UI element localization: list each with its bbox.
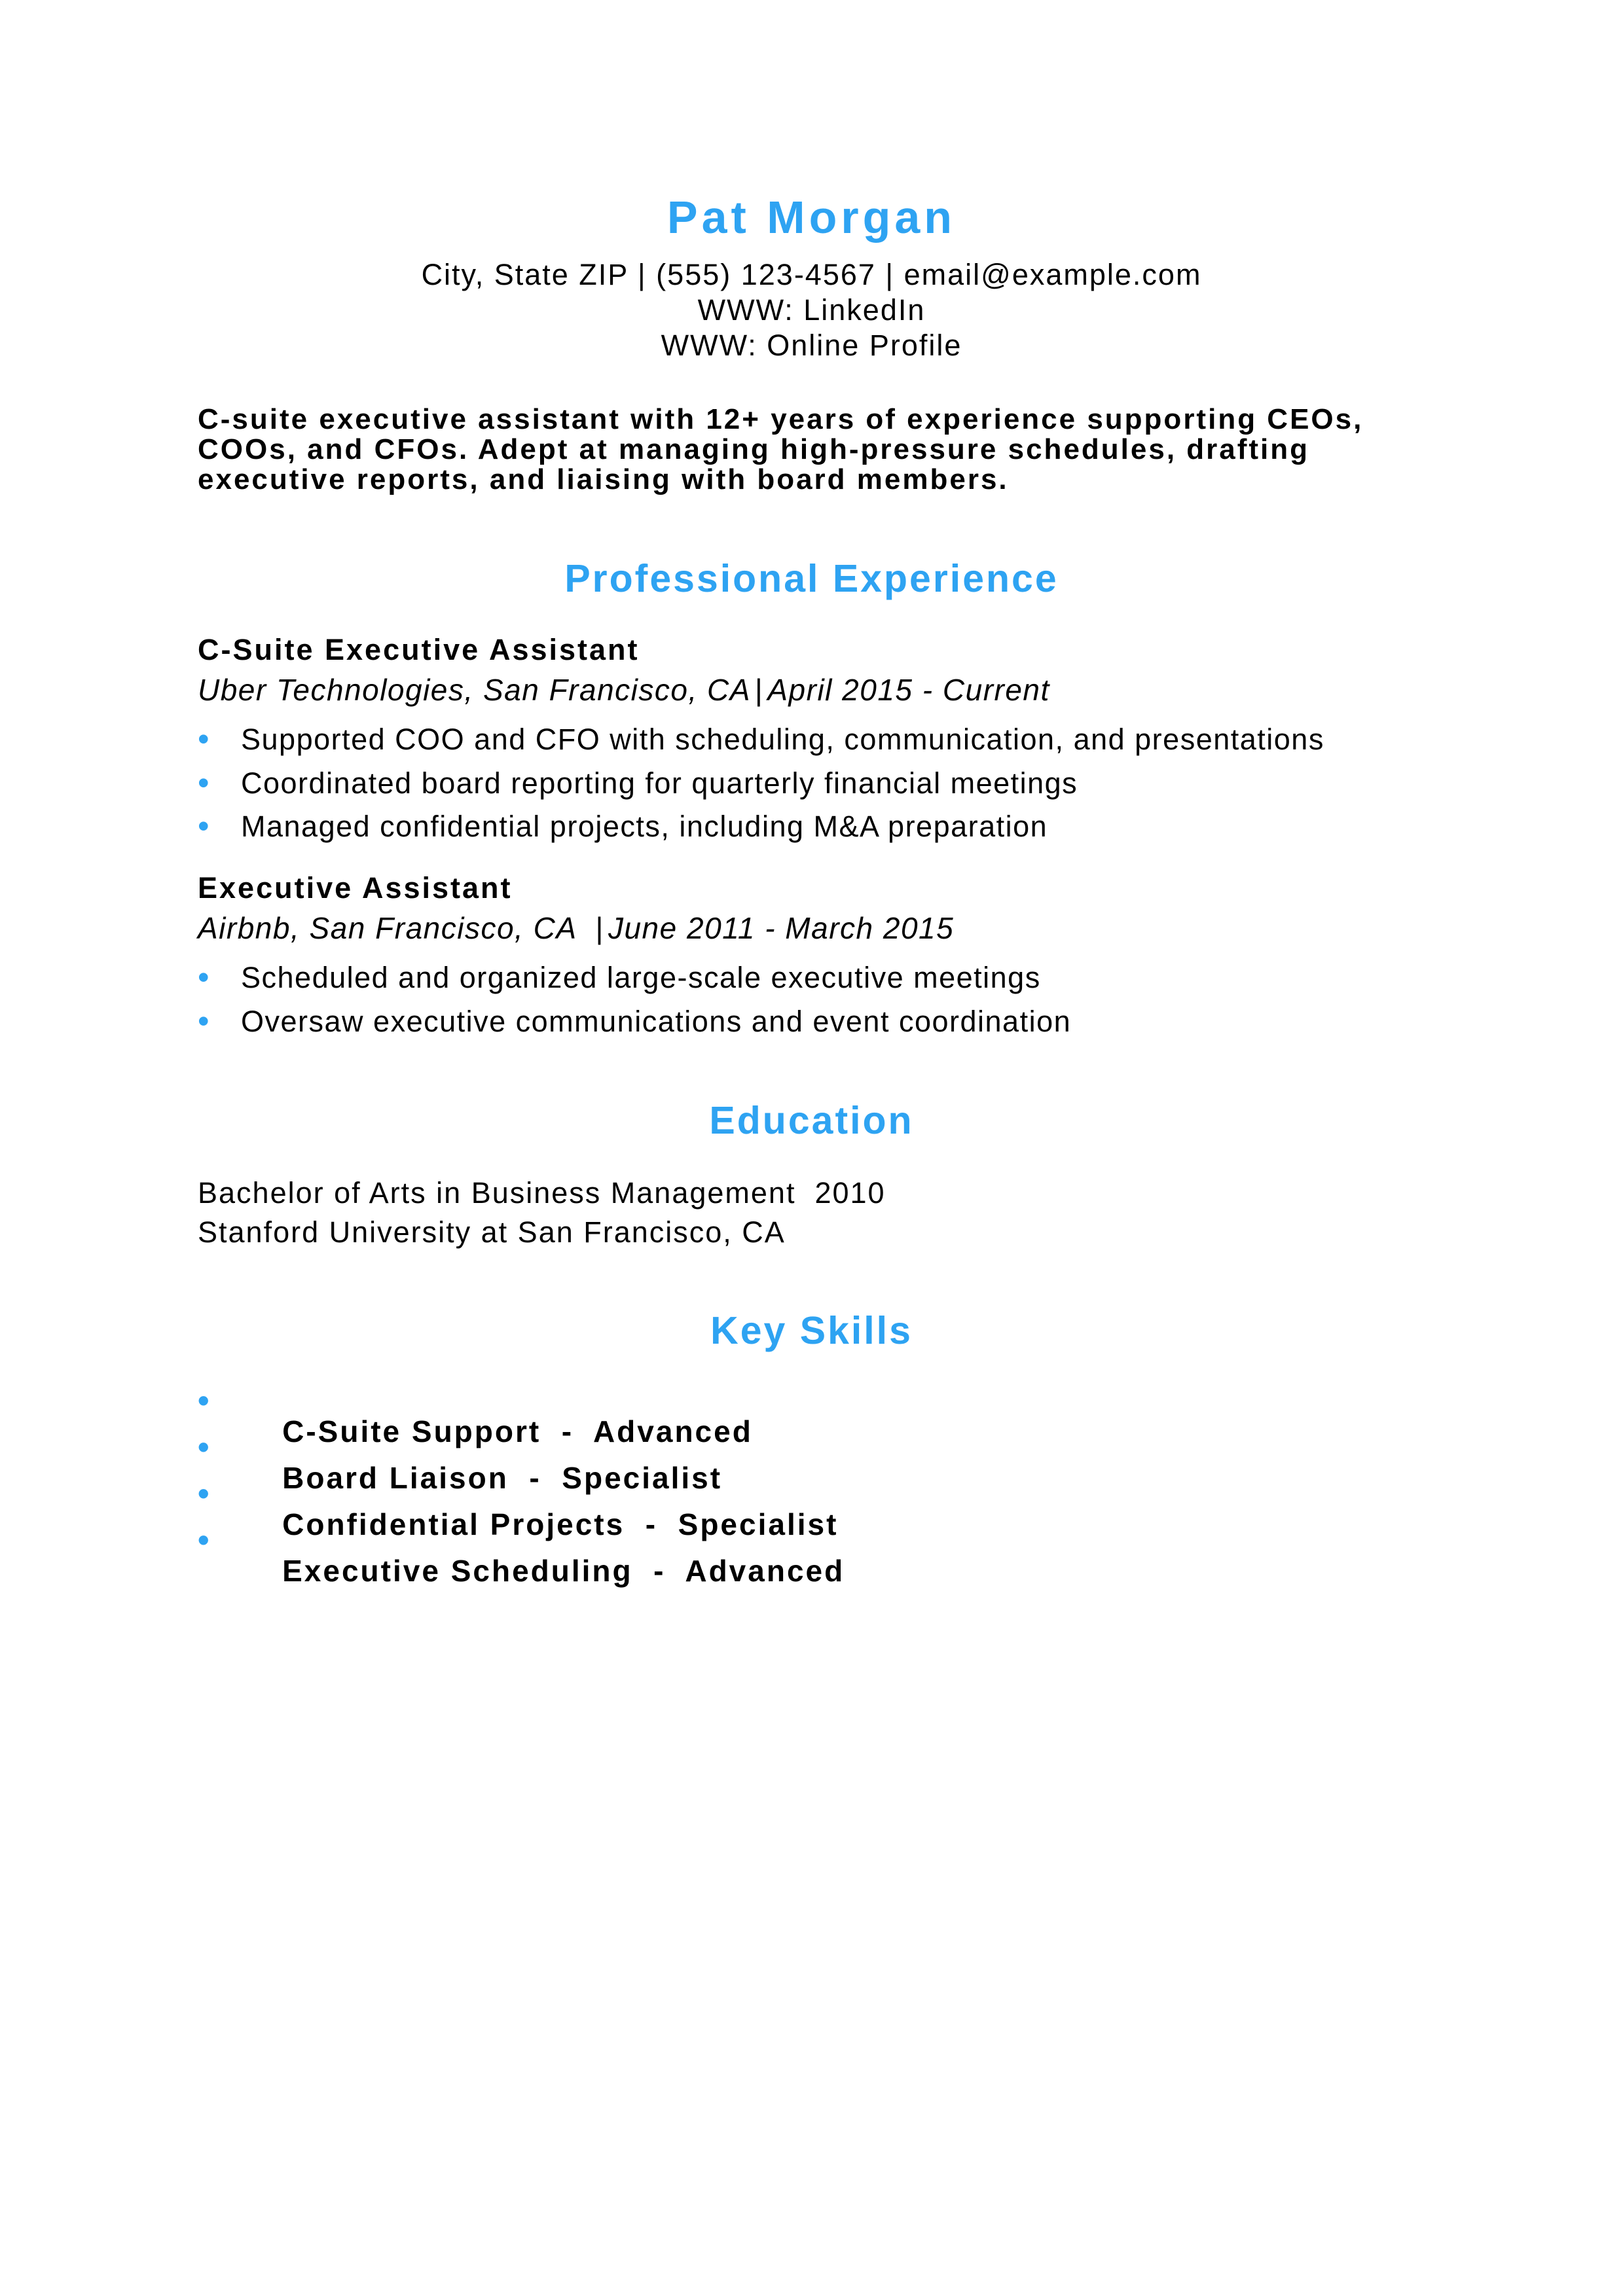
- job-title: Executive Assistant: [198, 871, 513, 905]
- job-meta: [198, 913, 954, 943]
- linkedin-link[interactable]: WWW: LinkedIn: [697, 293, 926, 327]
- bullet-icon: •: [198, 1475, 211, 1512]
- bullet-icon: •: [198, 959, 211, 996]
- education-year: 2010: [814, 1176, 886, 1210]
- education-degree-line: [198, 1178, 886, 1208]
- bullet-text: Oversaw executive communications and event coordination: [241, 1005, 1072, 1038]
- bullet-icon: •: [198, 764, 211, 801]
- list-item: [198, 764, 1078, 801]
- bullet-icon: •: [198, 721, 211, 757]
- skill-separator: -: [561, 1414, 574, 1448]
- job-company: Uber Technologies, San Francisco, CA: [198, 673, 751, 707]
- summary-paragraph: C-suite executive assistant with 12+ years of experience supporting CEOs, COOs, and CFOs. Adept at managing high-pressure schedules, drafting executive reports, and liaising with board members.: [198, 403, 1364, 495]
- job-dates: June 2011 - March 2015: [608, 911, 955, 945]
- list-item: [198, 959, 1041, 996]
- education-degree: Bachelor of Arts in Business Management: [198, 1176, 796, 1210]
- candidate-name: Pat Morgan: [666, 192, 957, 243]
- bullet-icon: •: [198, 1522, 211, 1558]
- skill-separator: -: [653, 1554, 666, 1588]
- skill-separator: -: [645, 1507, 658, 1541]
- skill-level: Advanced: [593, 1414, 753, 1448]
- bullet-icon: •: [198, 1429, 211, 1465]
- education-heading: Education: [709, 1099, 914, 1142]
- job-meta: [198, 675, 1050, 705]
- skill-separator: -: [529, 1461, 541, 1495]
- education-school: Stanford University at San Francisco, CA: [198, 1215, 786, 1249]
- contact-line: City, State ZIP | (555) 123-4567 | email@example.com: [421, 258, 1202, 291]
- job-title: C-Suite Executive Assistant: [198, 633, 640, 666]
- skill-level: Specialist: [562, 1461, 723, 1495]
- job-dates: April 2015 - Current: [767, 673, 1050, 707]
- skill-level: Advanced: [685, 1554, 845, 1588]
- bullet-text: Supported COO and CFO with scheduling, communication, and presentations: [241, 723, 1324, 756]
- bullet-icon: •: [198, 1382, 211, 1419]
- skill-level: Specialist: [678, 1507, 839, 1541]
- online-profile-link[interactable]: WWW: Online Profile: [661, 329, 962, 362]
- list-item: [198, 1003, 1072, 1039]
- job-company: Airbnb, San Francisco, CA: [198, 911, 577, 945]
- skill-name: C-Suite Support: [282, 1414, 541, 1448]
- job-meta-separator: |: [595, 911, 604, 945]
- skills-heading: Key Skills: [710, 1309, 913, 1352]
- bullet-icon: •: [198, 808, 211, 844]
- bullet-text: Coordinated board reporting for quarterly financial meetings: [241, 766, 1078, 800]
- skill-name: Executive Scheduling: [282, 1554, 633, 1588]
- bullet-icon: •: [198, 1003, 211, 1039]
- bullet-text: Scheduled and organized large-scale executive meetings: [241, 961, 1041, 994]
- list-item: [198, 808, 1048, 844]
- experience-heading: Professional Experience: [564, 557, 1059, 600]
- bullet-text: Managed confidential projects, including M&A preparation: [241, 810, 1048, 843]
- skill-name: Board Liaison: [282, 1461, 509, 1495]
- list-item: [198, 721, 1324, 757]
- skill-name: Confidential Projects: [282, 1507, 625, 1541]
- job-meta-separator: |: [754, 673, 764, 707]
